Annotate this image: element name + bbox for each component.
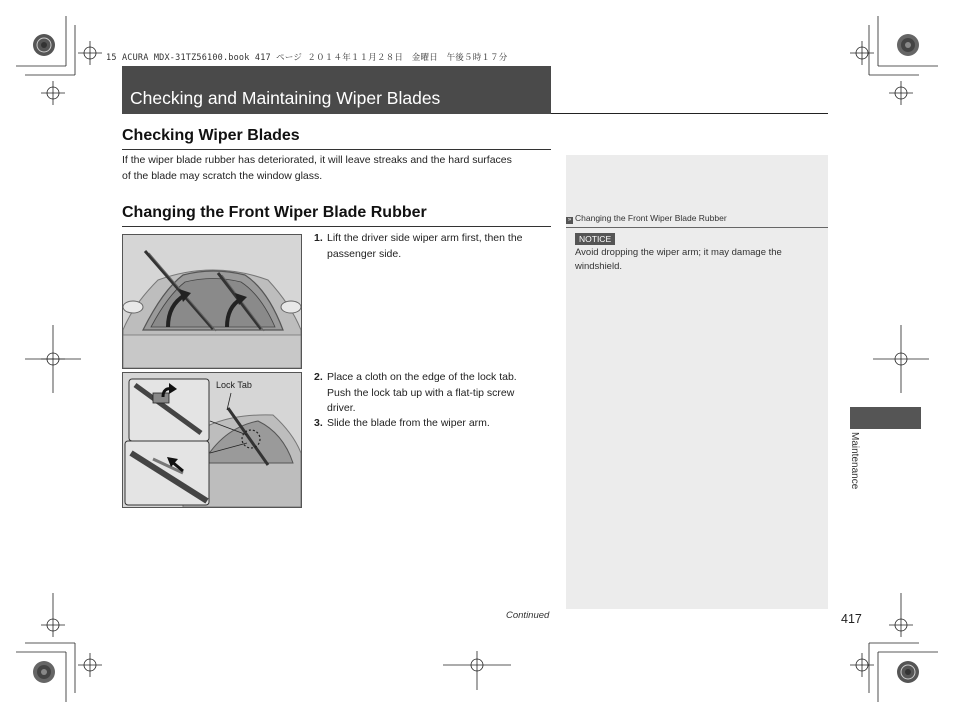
checking-heading: Checking Wiper Blades — [122, 127, 300, 144]
print-info-header: 15 ACURA MDX-31TZ56100.book 417 ページ ２０１４年１１月２８日 金曜日 午後５時１７分 — [106, 53, 508, 63]
lock-tab-label: Lock Tab — [216, 380, 252, 390]
page-number: 417 — [841, 612, 862, 626]
side-note-heading — [566, 213, 727, 224]
step-3-number: 3. — [314, 417, 323, 429]
step-2-line-2: Push the lock tab up with a flat-tip screw — [327, 386, 515, 399]
chapter-tab-label-box — [846, 432, 864, 502]
checking-paragraph — [122, 153, 562, 184]
changing-heading-rule — [122, 226, 551, 227]
step-1-line-1: Lift the driver side wiper arm first, then the — [327, 232, 523, 244]
notice-text — [575, 246, 820, 274]
continued-label: Continued — [506, 610, 550, 621]
step-2 — [314, 370, 554, 417]
side-note-heading-text: Changing the Front Wiper Blade Rubber — [575, 213, 727, 223]
notice-line-1: Avoid dropping the wiper arm; it may damage the — [575, 247, 782, 258]
step-2-line-3: driver. — [327, 402, 356, 414]
notice-line-2: windshield. — [575, 261, 622, 272]
section-title: Checking and Maintaining Wiper Blades — [130, 88, 441, 108]
step-1-number: 1. — [314, 232, 323, 244]
wiper-lift-drawing — [123, 235, 301, 368]
notice-badge: NOTICE — [575, 233, 615, 245]
checking-line-1: If the wiper blade rubber has deteriorated, it will leave streaks and the hard surfaces — [122, 154, 512, 166]
title-rule — [551, 113, 828, 114]
chapter-tab[interactable] — [850, 407, 921, 429]
wiper-lift-illustration — [122, 234, 302, 369]
step-2-number: 2. — [314, 371, 323, 383]
step-3-line-1: Slide the blade from the wiper arm. — [327, 417, 490, 429]
lock-tab-illustration — [122, 372, 302, 508]
changing-heading: Changing the Front Wiper Blade Rubber — [122, 204, 427, 221]
step-2-line-1: Place a cloth on the edge of the lock tab. — [327, 371, 517, 383]
lock-tab-drawing — [123, 373, 301, 507]
reference-arrow-icon: » — [567, 217, 572, 223]
chapter-tab-label: Maintenance — [849, 432, 860, 490]
step-1 — [314, 231, 554, 262]
section-title-bar — [122, 66, 551, 114]
checking-line-2: of the blade may scratch the window glass. — [122, 169, 323, 182]
step-1-line-2: passenger side. — [327, 247, 402, 260]
side-note-rule — [566, 227, 828, 228]
step-3 — [314, 416, 554, 432]
checking-heading-rule — [122, 149, 551, 150]
